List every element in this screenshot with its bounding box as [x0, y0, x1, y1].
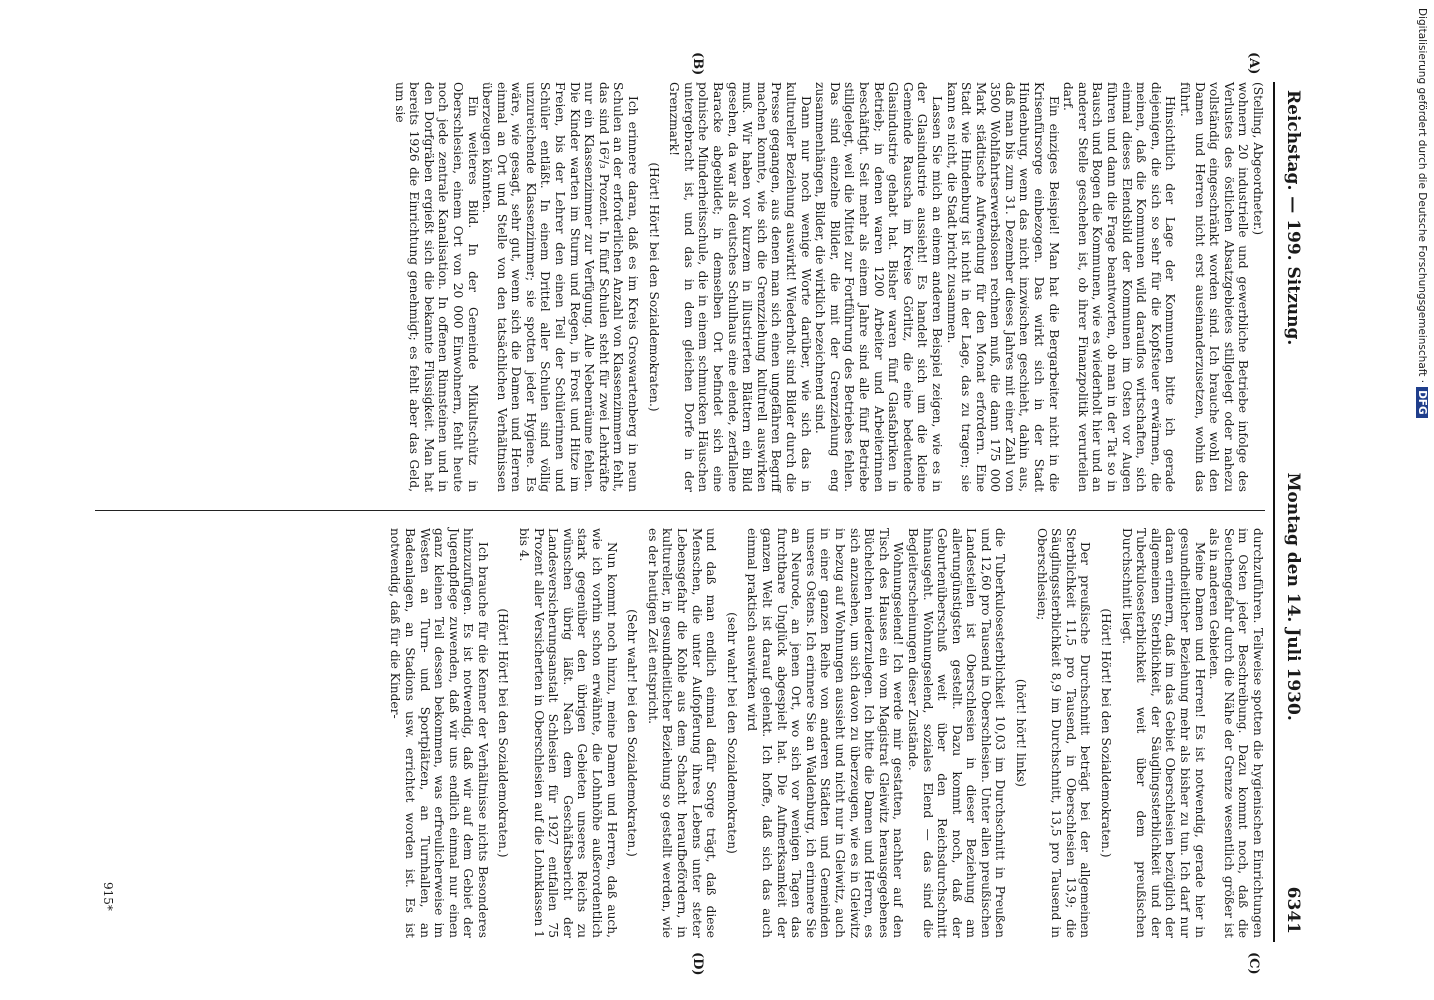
left-column-paragraph: Hinsichtlich der Lage der Kommunen bitte ich gerade diejenigen, die sich so sehr für die Kopfsteuer erwärmen, die meinen, daß die Kommunen wild darauflos wirtschaften, sich einmal dieses Elendsbild der Kommunen im Osten vor Augen führen und dann die Frage beantworten, ob man in der Tat so in Bausch und Bogen die Kommunen, wie es wiederholt hier und an anderer Stelle geschehen ist, ob ihrer Finanzpolitik verurteilen darf. [1061, 82, 1178, 492]
right-column-paragraph: (hört! hört! links) [1014, 678, 1029, 788]
right-column [388, 528, 1265, 938]
left-column-paragraph: (Stelling, Abgeordneter.) [1251, 82, 1265, 236]
header-date-text: Montag den 14. Juli 1930. [1283, 472, 1303, 721]
left-column-paragraph: Ein einziges Beispiel! Man hat die Bergarbeiter nicht in die Krisenfürsorge einbezogen. Das wirkt sich in der Stadt Hindenburg, wenn das nicht inzwischen geschieht, dahin aus, daß man bis zum 31. Dezember dieses Jahres mit einer Zahl von 3500 Wohlfahrtserwerbslosen rechnen muß, die dann 175 000 Mark städtische Aufwendung für den Monat erfordern. Eine Stadt wie Hindenburg ist nicht in der Lage, das zu tragen; sie kann es nicht, die Stadt bricht zusammen. [944, 82, 1061, 492]
side-note-text: Digitalisierung gefördert durch die Deutsche Forschungsgemeinschaft · [1416, 8, 1428, 384]
right-column-paragraph: (Sehr wahr! bei den Sozialdemokraten.) [625, 609, 640, 857]
right-column-paragraph: Meine Damen und Herren! Es ist notwendig, gerade hier in gesundheitlicher Beziehung mehr als bisher zu tun. Ich darf nur daran erinnern, daß im das Gebiet Oberschlesien bezüglich der allgemeinen Sterblichkeit, der Säuglingssterblichkeit und der Tuberkulosesterblichkeit weit über dem preußischen Durchschnitt liegt. [1119, 528, 1207, 938]
margin-marker-c: (C) [1246, 952, 1261, 975]
column-separator [95, 510, 1265, 511]
left-column-paragraph: Ich erinnere daran, daß es im Kreis Groswartenberg in neun Schulen an der erforderlichen Anzahl von Klassenzimmern fehlt, das sind 16²/₃ Prozent. In fünf Schulen steht für zwei Lehrkräfte nur ein Klassenzimmer zur Verfügung. Alle Nebenräume fehlen. Die Kinder warten im Sturm und Regen, in Frost und Hitze im Freien, bis der Lehrer den einen Teil der Schülerinnen und Schüler entläßt. In einem Drittel aller Schulen sind völlig unzureichende Klassenzimmer; sie spotten jeder Hygiene. Es wäre, wie gesagt, sehr gut, wenn sich die Damen und Herren einmal an Ort und Stelle von den tatsächlichen Verhältnissen überzeugen könnten. [480, 82, 641, 492]
left-column-paragraph: Dann nur noch wenige Worte darüber, wie sich das in kultureller Beziehung auswirkt! Wiederholt sind Bilder durch die Presse gegangen, aus denen man sich einen ungefähren Begriff machen konnte, wie sich die Grenzziehung kulturell auswirken muß. Wir haben vor kurzem in illustrierten Blättern ein Bild gesehen, da war als deutsches Schulhaus eine elende, zerfallene Baracke abgebildet; in demselben Ort befindet sich eine polnische Minderheitsschule, die in einem schmucken Häuschen untergebracht ist, und das in dem gleichen Dorfe in der Grenzmark! [667, 82, 813, 492]
right-column-paragraph: (Hört! Hört! bei den Sozialdemokraten.) [496, 608, 511, 858]
page-number: 6341 [1283, 886, 1303, 934]
page-header [1277, 82, 1305, 942]
side-note [1412, 8, 1432, 993]
left-column-paragraph: (Hört! Hört! bei den Sozialdemokraten.) [646, 162, 661, 412]
right-column-paragraph: (Hört! Hört! bei den Sozialdemokraten.) [1099, 608, 1114, 858]
signature-mark: 915* [101, 882, 115, 911]
right-column-paragraph: die Tuberkulosesterblichkeit 10,03 im Durchschnitt in Preußen und 12,60 pro Tausend in Oberschlesien. Unter allen preußischen Landesteilen ist Oberschlesien in dieser Beziehung am allerungünstigsten gestellt. Dazu kommt noch, daß der Geburtenüberschuß weit über den Reichsdurchschnitt hinausgeht. Wohnungselend, soziales Elend — das sind die Begleiterscheinungen dieser Zustände. [905, 528, 1008, 938]
left-column-paragraph: Ein weiteres Bild. In der Gemeinde Mikultschütz in Oberschlesien, einem Ort von 20 000 Einwohnern, fehlt heute noch jede zentrale Kanalisation. In offenen Rinnsteinen und in den Dorfgräben ergießt sich die bekannte Flüssigkeit. Man hat bereits 1926 die Einrichtung genehmigt; es fehlt aber das Geld, um sie [392, 82, 480, 492]
right-column-paragraph: Wohnungselend! Ich werde mir gestatten, nachher auf den Tisch des Hauses ein vom Magistrat Gleiwitz herausgegebenes Büchelchen niederzulegen. Ich bitte die Damen und Herren, es sich anzusehen, um sich davon zu überzeugen, wie es in Gleiwitz in bezug auf Wohnungen aussieht und nicht nur in Gleiwitz, auch in einer ganzen Reihe von anderen Städten und Gemeinden unseres Ostens. Ich erinnere Sie an Waldenburg, ich erinnere Sie an Neurode, an jenen Ort, wo sich vor wenigen Tagen das furchtbare Unglück abgespielt hat. Die Aufmerksamkeit der ganzen Welt ist darauf gelenkt. Ich hoffe, daß sich das auch einmal praktisch auswirken wird [745, 528, 906, 938]
left-column-paragraph: Lassen Sie mich an einem anderen Beispiel zeigen, wie es in der Glasindustrie aussieht! Es handelt sich um die kleine Gemeinde Rauscha im Kreise Görlitz, die eine bedeutende Glasindustrie gehabt hat. Bisher waren fünf Glasfabriken in Betrieb; in denen waren 1200 Arbeiter und Arbeiterinnen beschäftigt. Seit mehr als einem Jahre sind alle fünf Betriebe stillgelegt, weil die Mittel zur Fortführung des Betriebes fehlen. Das sind einzelne Bilder, die mit der Grenzziehung eng zusammenhängen, Bilder, die wirklich bezeichnend sind. [813, 82, 944, 492]
right-column-paragraph: Nun kommt noch hinzu, meine Damen und Herren, daß auch, wie ich vorhin schon erwähnte, die Lohnhöhe außerordentlich stark gegenüber den übrigen Gebieten unseres Reichs zu wünschen übrig läßt. Nach dem Geschäftsbericht der Landesversicherungsanstalt Schlesien für 1927 entfallen 75 Prozent aller Versicherten in Oberschlesien auf die Lohnklassen 1 bis 4. [517, 528, 619, 938]
margin-marker-d: (D) [690, 952, 705, 976]
right-column-paragraph: Der preußische Durchschnitt beträgt bei der allgemeinen Sterblichkeit 11,5 pro Tausend, in Oberschlesien 13,9; die Säuglingssterblichkeit 8,9 im Durchschnitt, 13,5 pro Tausend in Oberschlesien; [1034, 528, 1093, 938]
right-column-paragraph: (sehr wahr! bei den Sozialdemokraten) [724, 612, 739, 854]
document-page [90, 52, 1305, 976]
left-column [392, 82, 1265, 492]
right-column-paragraph: Ich brauche für die Kenner der Verhältnisse nichts Besonderes hinzuzufügen. Es ist notwendig, daß wir auf dem Gebiet der Jugendpflege zuwenden, daß wir uns endlich einmal nur einen ganz kleinen Teil dessen bekommen, was erfreulicherweise im Westen an Turn- und Sportplätzen, an Turnhallen, an Badeanlagen, an Stadions usw. errichtet worden ist. Es ist notwendig, daß für die Kinder- [388, 528, 490, 938]
header-session-title: Reichstag. — 199. Sitzung. [1283, 90, 1303, 346]
header-rule [1273, 82, 1275, 942]
dfg-logo: DFG [1416, 387, 1428, 418]
left-column-paragraph: wohnern 20 industrielle und gewerbliche Betriebe infolge des Verlustes des östlichen Absatzgebietes stillgelegt oder nahezu vollständig eingeschränkt worden sind. Ich brauche wohl den Damen und Herren nicht erst auseinanderzusetzen, wohin das führt. [1178, 82, 1251, 492]
margin-marker-a: (A) [1246, 52, 1261, 75]
right-column-paragraph: und daß man endlich einmal dafür Sorge trägt, daß diese Menschen, die unter Aufopferung ihres Lebens unter steter Lebensgefahr die Kohle aus dem Schacht heraufbefördern, in kultureller, in gesundheitlicher Beziehung so gestellt werden, wie es der heutigen Zeit entspricht. [645, 528, 719, 938]
right-column-paragraph: durchzuführen. Teilweise spotten die hygienischen Einrichtungen im Osten jeder Beschreibung. Dazu kommt noch, daß die Seuchengefahr durch die Nähe der Grenze wesentlich größer ist als in anderen Gebieten. [1207, 528, 1265, 938]
margin-marker-b: (B) [690, 52, 705, 76]
header-date [1283, 473, 1303, 934]
